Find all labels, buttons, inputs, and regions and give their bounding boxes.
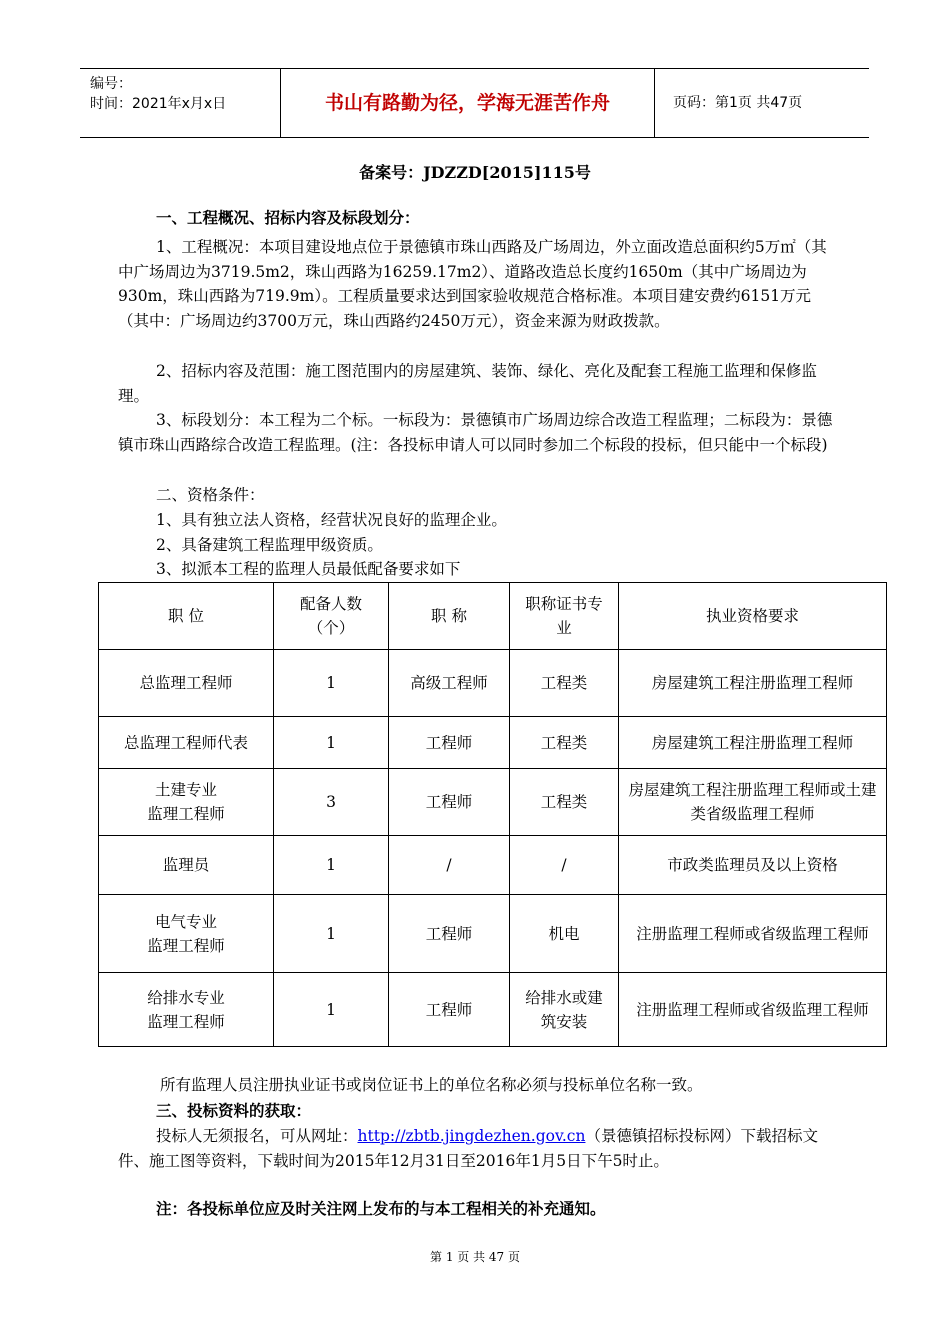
header-motto: 书山有路勤为径，学海无涯苦作舟 bbox=[280, 69, 655, 137]
cell-qualification: 房屋建筑工程注册监理工程师 bbox=[619, 650, 887, 717]
cell-count: 1 bbox=[274, 650, 389, 717]
table-row bbox=[99, 836, 887, 895]
header-cell-position: 职 位 bbox=[99, 583, 274, 650]
s1-p1-text: 1、工程概况：本项目建设地点位于景德镇市珠山西路及广场周边，外立面改造总面积约5万㎡（其中广场周边为3719.5m2，珠山西路为16259.17m2）、道路改造总长度约1650m（其中广场周边为930m，珠山西路为719.9m）。工程质量要求达到国家验收规范合格标准。本项目建安费约6151万元（其中：广场周边约3700万元，珠山西路约2450万元），资金来源为财政拨款。 bbox=[118, 238, 827, 330]
section-2-item-2: 2、具备建筑工程监理甲级资质。 bbox=[156, 536, 383, 554]
cell-position: 监理员 bbox=[99, 836, 274, 895]
section-3-title: 三、投标资料的获取： bbox=[156, 1101, 312, 1120]
cell-title: 工程师 bbox=[389, 895, 510, 973]
cell-cert: / bbox=[510, 836, 619, 895]
cell-qualification: 房屋建筑工程注册监理工程师 bbox=[619, 717, 887, 769]
tender-website-link[interactable]: http://zbtb.jingdezhen.gov.cn bbox=[357, 1127, 586, 1145]
cell-position: 给排水专业 监理工程师 bbox=[99, 973, 274, 1047]
header-meta bbox=[80, 69, 280, 137]
section-2-title: 二、资格条件： bbox=[156, 486, 265, 504]
cell-title: 工程师 bbox=[389, 973, 510, 1047]
cell-title: / bbox=[389, 836, 510, 895]
header-cell-qualification: 执业资格要求 bbox=[619, 583, 887, 650]
cell-qualification: 市政类监理员及以上资格 bbox=[619, 836, 887, 895]
cell-cert: 工程类 bbox=[510, 769, 619, 836]
cell-title: 工程师 bbox=[389, 717, 510, 769]
cell-qualification: 注册监理工程师或省级监理工程师 bbox=[619, 895, 887, 973]
number-label: 编号： bbox=[90, 76, 132, 92]
section-3-paragraph bbox=[118, 1124, 838, 1173]
cell-cert-text: 给排水或建筑安装 bbox=[525, 988, 603, 1031]
cell-position: 总监理工程师 bbox=[99, 650, 274, 717]
table-row bbox=[99, 769, 887, 836]
header-cell-title: 职 称 bbox=[389, 583, 510, 650]
section-1-paragraph-3 bbox=[118, 408, 838, 457]
s3-post-text: （景德镇招标投标网）下载招标文件、施工图等资料，下载时间为2015年12月31日至2016年1月5日下午5时止。 bbox=[118, 1127, 818, 1170]
section-1-title: 一、工程概况、招标内容及标段划分： bbox=[156, 208, 420, 227]
section-2-item-1: 1、具有独立法人资格，经营状况良好的监理企业。 bbox=[156, 511, 507, 529]
s1-p2-text: 2、招标内容及范围：施工图范围内的房屋建筑、装饰、绿化、亮化及配套工程施工监理和保修监理。 bbox=[118, 362, 817, 405]
record-number: 备案号：JDZZD[2015]115号 bbox=[359, 163, 591, 182]
cell-position: 电气专业 监理工程师 bbox=[99, 895, 274, 973]
section-1-paragraph-2 bbox=[118, 359, 838, 408]
cell-count: 1 bbox=[274, 973, 389, 1047]
section-2-item-3: 3、拟派本工程的监理人员最低配备要求如下 bbox=[156, 560, 461, 578]
staffing-requirements-table bbox=[98, 582, 887, 1047]
header-cell-cert bbox=[510, 583, 619, 650]
s3-pre-text: 投标人无须报名，可从网址： bbox=[156, 1127, 358, 1145]
cell-count: 1 bbox=[274, 836, 389, 895]
after-table-note: 所有监理人员注册执业证书或岗位证书上的单位名称必须与投标单位名称一致。 bbox=[160, 1076, 703, 1094]
header-page-label bbox=[663, 69, 869, 137]
page-footer: 第 1 页 共 47 页 bbox=[430, 1250, 520, 1264]
cell-position: 土建专业 监理工程师 bbox=[99, 769, 274, 836]
document-header bbox=[80, 68, 869, 138]
cell-count: 1 bbox=[274, 717, 389, 769]
cell-position: 总监理工程师代表 bbox=[99, 717, 274, 769]
cell-cert: 机电 bbox=[510, 895, 619, 973]
table-row bbox=[99, 973, 887, 1047]
cell-title: 工程师 bbox=[389, 769, 510, 836]
cell-qualification: 房屋建筑工程注册监理工程师或土建类省级监理工程师 bbox=[619, 769, 887, 836]
final-note: 注：各投标单位应及时关注网上发布的与本工程相关的补充通知。 bbox=[156, 1199, 606, 1218]
table-row bbox=[99, 650, 887, 717]
table-header-row bbox=[99, 583, 887, 650]
cell-count: 1 bbox=[274, 895, 389, 973]
table-row bbox=[99, 717, 887, 769]
cell-count: 3 bbox=[274, 769, 389, 836]
s1-p3-text: 3、标段划分：本工程为二个标。一标段为：景德镇市广场周边综合改造工程监理；二标段为：景德镇市珠山西路综合改造工程监理。(注：各投标申请人可以同时参加二个标段的投标，但只能中一个标段) bbox=[118, 411, 833, 454]
header-cell-count bbox=[274, 583, 389, 650]
cell-qualification: 注册监理工程师或省级监理工程师 bbox=[619, 973, 887, 1047]
time-label: 时间：2021年x月x日 bbox=[90, 96, 227, 112]
page-label-text: 页码：第1页 共47页 bbox=[673, 95, 803, 111]
cell-cert: 工程类 bbox=[510, 650, 619, 717]
header-count-text: 配备人数（个） bbox=[299, 595, 362, 637]
cell-cert bbox=[510, 973, 619, 1047]
cell-title: 高级工程师 bbox=[389, 650, 510, 717]
section-1-paragraph-1 bbox=[118, 235, 838, 333]
header-cert-text: 职称证书专业 bbox=[525, 595, 603, 637]
table-row bbox=[99, 895, 887, 973]
cell-cert: 工程类 bbox=[510, 717, 619, 769]
